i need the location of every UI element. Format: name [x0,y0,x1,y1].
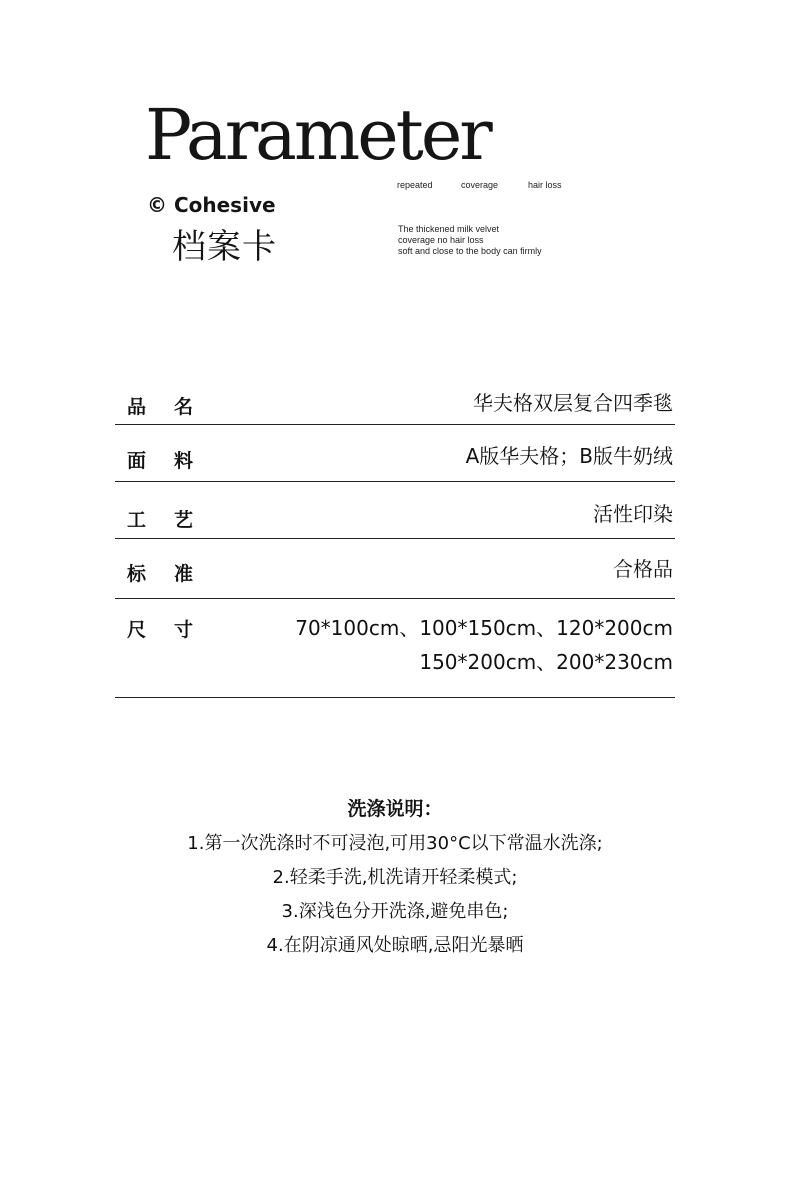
spec-label: 标准 [127,563,222,585]
description-line: soft and close to the body can firmly [398,246,542,256]
spec-value [613,552,673,586]
spec-value [593,497,673,531]
spec-row-standard [115,539,675,599]
spec-row-craft [115,482,675,539]
spec-value [295,611,673,679]
product-description [398,224,542,257]
card-label: 档案卡 [172,227,277,267]
care-line: 2.轻柔手洗,机洗请开轻柔模式; [272,867,518,888]
tag-hair-loss: hair loss [528,180,562,190]
spec-value-line: 活性印染 [593,502,673,526]
spec-value [473,386,673,420]
tag-repeated: repeated [397,180,433,190]
spec-value-line: 150*200cm、200*230cm [419,650,673,674]
spec-label: 面料 [127,450,222,472]
care-title: 洗涤说明： [347,798,443,820]
spec-label: 尺寸 [127,619,222,641]
spec-value-line: A版华夫格；B版牛奶绒 [465,444,673,468]
spec-table [115,378,675,698]
spec-value-line: 70*100cm、100*150cm、120*200cm [295,616,673,640]
page-title: Parameter [145,94,490,176]
care-line: 4.在阴凉通风处晾晒,忌阳光暴晒 [266,935,524,956]
spec-row-name [115,378,675,425]
description-line: coverage no hair loss [398,235,484,245]
care-instructions [0,793,790,963]
spec-label: 品名 [127,396,222,418]
description-line: The thickened milk velvet [398,224,500,234]
spec-value-line: 华夫格双层复合四季毯 [473,391,673,415]
spec-label: 工艺 [127,509,222,531]
spec-value-line: 合格品 [613,557,673,581]
spec-row-fabric [115,425,675,482]
care-line: 3.深浅色分开洗涤,避免串色; [281,901,509,922]
spec-row-size [115,599,675,698]
spec-value [466,439,673,473]
tag-list [397,180,577,194]
tag-coverage: coverage [461,180,499,190]
care-line: 1.第一次洗涤时不可浸泡,可用30°C以下常温水洗涤; [187,833,603,854]
brand-name: © Cohesive [147,193,276,217]
